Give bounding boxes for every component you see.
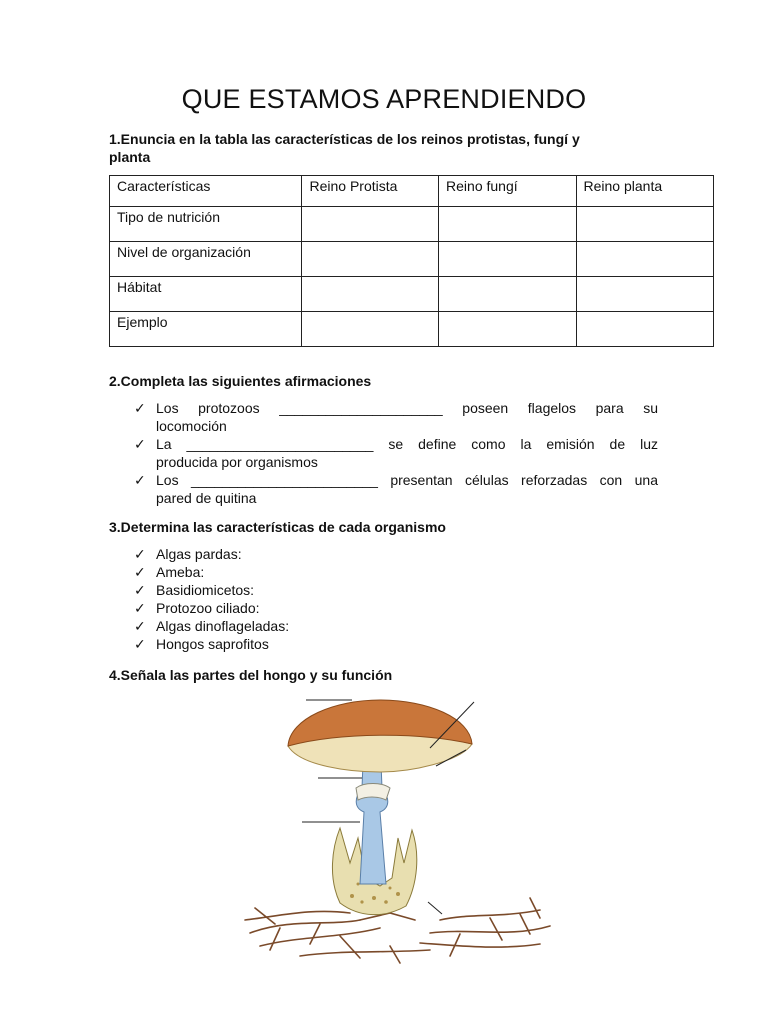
check-icon: ✓ — [134, 582, 146, 598]
table-cell-blank[interactable] — [302, 312, 439, 347]
table-cell-blank[interactable] — [576, 277, 714, 312]
statement-line: pared de quitina — [156, 490, 257, 506]
table-row — [110, 242, 714, 277]
page-title: QUE ESTAMOS APRENDIENDO — [181, 84, 587, 114]
table-cell-blank[interactable] — [439, 242, 576, 277]
table-cell-blank[interactable] — [439, 312, 576, 347]
table-row — [110, 277, 714, 312]
statement-line: Los ________________________ presentan células reforzadas con una — [156, 472, 658, 488]
list-item — [134, 635, 658, 653]
list-item — [134, 399, 658, 435]
table-header-row — [110, 176, 714, 207]
list-item — [134, 581, 658, 599]
list-item — [134, 599, 658, 617]
statement-line: Los protozoos _____________________ poseen flagelos para su — [156, 400, 658, 416]
question-3-heading: 3.Determina las características de cada organismo — [109, 519, 446, 535]
organism-label: Ameba: — [156, 564, 205, 580]
characteristics-table — [109, 175, 714, 347]
mushroom-illustration — [240, 688, 560, 968]
question-1-heading-line1: 1.Enuncia en la tabla las características de los reinos protistas, fungí y — [109, 131, 580, 147]
table-row-label: Tipo de nutrición — [110, 207, 302, 242]
table-header-cell: Reino fungí — [439, 176, 576, 207]
check-icon: ✓ — [134, 600, 146, 616]
check-icon: ✓ — [134, 472, 146, 488]
table-cell-blank[interactable] — [576, 242, 714, 277]
table-row-label: Ejemplo — [110, 312, 302, 347]
table-cell-blank[interactable] — [302, 277, 439, 312]
check-icon: ✓ — [134, 400, 146, 416]
list-item — [134, 617, 658, 635]
table-cell-blank[interactable] — [302, 207, 439, 242]
question-1-heading — [109, 130, 669, 166]
table-cell-blank[interactable] — [439, 207, 576, 242]
organism-label: Basidiomicetos: — [156, 582, 255, 598]
question-4-heading: 4.Señala las partes del hongo y su función — [109, 667, 393, 683]
list-item — [134, 545, 658, 563]
statement-line: locomoción — [156, 418, 227, 434]
check-icon: ✓ — [134, 618, 146, 634]
table-header-cell: Características — [110, 176, 302, 207]
organism-label: Algas pardas: — [156, 546, 242, 562]
table-header-cell: Reino Protista — [302, 176, 439, 207]
table-row — [110, 312, 714, 347]
check-icon: ✓ — [134, 636, 146, 652]
check-icon: ✓ — [134, 436, 146, 452]
organism-label: Hongos saprofitos — [156, 636, 269, 652]
list-item — [134, 435, 658, 471]
statement-line: La ________________________ se define como la emisión de luz — [156, 436, 658, 452]
statement-line: producida por organismos — [156, 454, 318, 470]
list-item — [134, 471, 658, 507]
check-icon: ✓ — [134, 564, 146, 580]
table-row — [110, 207, 714, 242]
table-cell-blank[interactable] — [576, 312, 714, 347]
organism-label: Protozoo ciliado: — [156, 600, 260, 616]
table-header-cell: Reino planta — [576, 176, 714, 207]
table-cell-blank[interactable] — [576, 207, 714, 242]
question-1-heading-line2: planta — [109, 149, 151, 165]
organism-label: Algas dinoflageladas: — [156, 618, 290, 634]
table-cell-blank[interactable] — [302, 242, 439, 277]
check-icon: ✓ — [134, 546, 146, 562]
organisms-list — [134, 545, 658, 653]
question-2-heading: 2.Completa las siguientes afirmaciones — [109, 373, 372, 389]
table-row-label: Nivel de organización — [110, 242, 302, 277]
list-item — [134, 563, 658, 581]
table-cell-blank[interactable] — [439, 277, 576, 312]
statements-list — [134, 399, 658, 507]
table-row-label: Hábitat — [110, 277, 302, 312]
